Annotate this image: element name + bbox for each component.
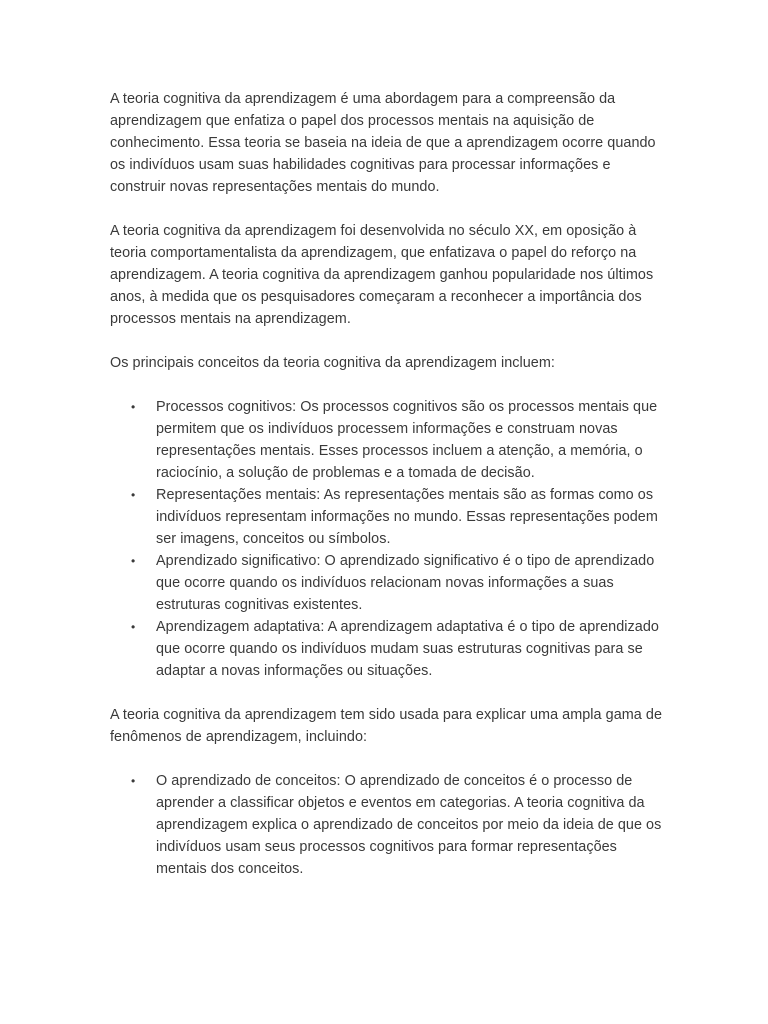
list-item-text: Aprendizado significativo: O aprendizado significativo é o tipo de aprendizado que ocorre quando os indivíduos relacionam novas informações a suas estruturas cognitivas existentes. [156, 553, 655, 613]
bullet-icon: • [131, 774, 136, 788]
list-item-text: Processos cognitivos: Os processos cognitivos são os processos mentais que permitem que os indivíduos processem informações e construam novas representações mentais. Esses processos incluem a atenção, a memória, o raciocínio, a solução de problemas e a tomada de decisão. [156, 399, 658, 481]
paragraph-concepts-intro: Os principais conceitos da teoria cognitiva da aprendizagem incluem: [110, 355, 555, 371]
concepts-list [110, 396, 662, 682]
bullet-icon: • [131, 620, 136, 634]
list-item-text: Representações mentais: As representações mentais são as formas como os indivíduos representam informações no mundo. Essas representações podem ser imagens, conceitos ou símbolos. [156, 487, 658, 547]
paragraph-intro: A teoria cognitiva da aprendizagem é uma abordagem para a compreensão da aprendizagem que enfatiza o papel dos processos mentais na aquisição de conhecimento. Essa teoria se baseia na ideia de que a aprendizagem ocorre quando os indivíduos usam suas habilidades cognitivas para processar informações e construir novas representações mentais do mundo. [110, 91, 656, 195]
list-item [110, 550, 662, 616]
bullet-icon: • [131, 554, 136, 568]
bullet-icon: • [131, 400, 136, 414]
document-page [110, 88, 662, 902]
list-item [110, 484, 662, 550]
list-item [110, 616, 662, 682]
list-item [110, 396, 662, 484]
bullet-icon: • [131, 488, 136, 502]
list-item-text: O aprendizado de conceitos: O aprendizado de conceitos é o processo de aprender a classificar objetos e eventos em categorias. A teoria cognitiva da aprendizagem explica o aprendizado de conceitos por meio da ideia de que os indivíduos usam seus processos cognitivos para formar representações mentais dos conceitos. [156, 773, 662, 877]
list-item-text: Aprendizagem adaptativa: A aprendizagem adaptativa é o tipo de aprendizado que ocorre quando os indivíduos mudam suas estruturas cognitivas para se adaptar a novas informações ou situações. [156, 619, 659, 679]
list-item [110, 770, 662, 880]
paragraph-phenomena-intro: A teoria cognitiva da aprendizagem tem sido usada para explicar uma ampla gama de fenômenos de aprendizagem, incluindo: [110, 707, 663, 745]
phenomena-list [110, 770, 662, 880]
paragraph-history: A teoria cognitiva da aprendizagem foi desenvolvida no século XX, em oposição à teoria comportamentalista da aprendizagem, que enfatizava o papel do reforço na aprendizagem. A teoria cognitiva da aprendizagem ganhou popularidade nos últimos anos, à medida que os pesquisadores começaram a reconhecer a importância dos processos mentais na aprendizagem. [110, 223, 654, 327]
